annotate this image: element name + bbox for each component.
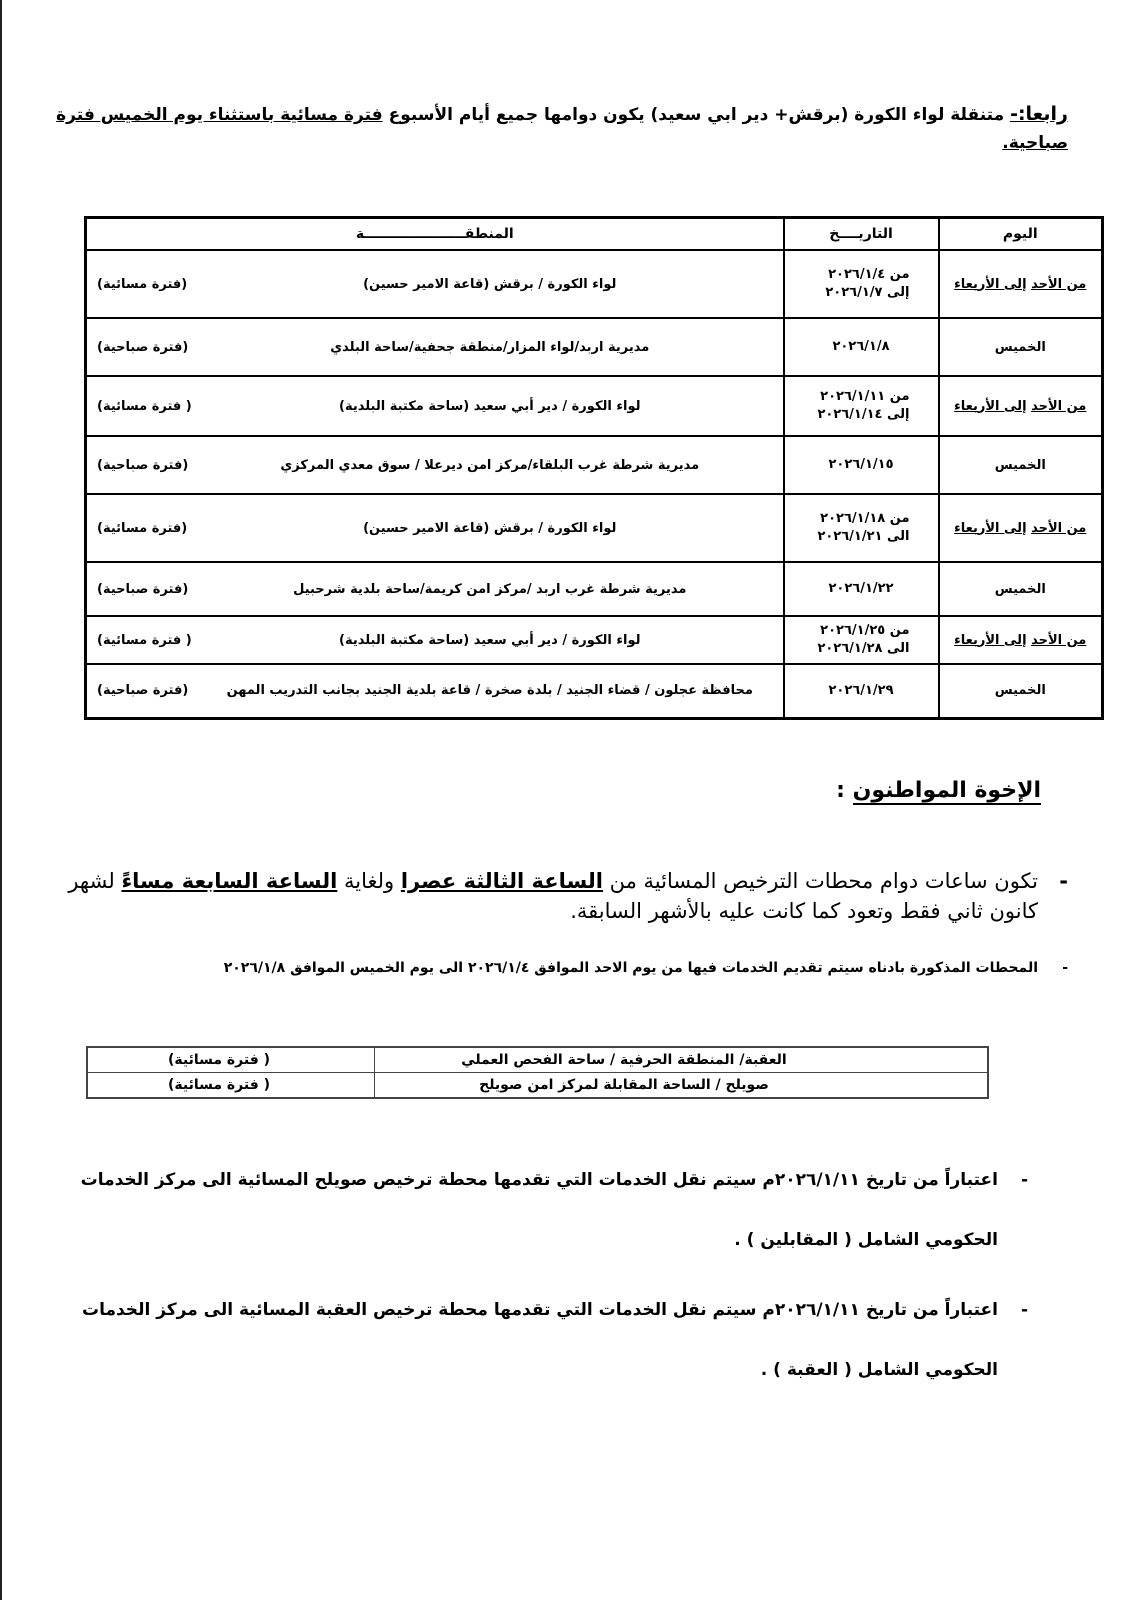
bullet-dash: - xyxy=(1059,869,1068,893)
day-from: من الأحد xyxy=(1031,520,1087,536)
paragraph-stations-period xyxy=(58,960,1068,976)
table-row xyxy=(86,436,1103,494)
period-label: ( فترة مسائية) xyxy=(97,632,192,648)
area-cell xyxy=(86,494,784,562)
section-text: متنقلة لواء الكورة (برقش+ دير ابي سعيد) يكون دوامها جميع أيام الأسبوع xyxy=(388,105,1005,125)
paragraph-aqaba-transfer xyxy=(38,1280,1028,1400)
p1-text-e: لشهر كانون ثاني فقط وتعود كما كانت عليه بالأشهر السابقة. xyxy=(68,869,1038,923)
day-cell xyxy=(939,616,1103,664)
date-cell: ٢٠٢٦/١/٢٩ xyxy=(784,664,939,718)
date-cell: ٢٠٢٦/١/١٥ xyxy=(784,436,939,494)
table-row xyxy=(86,250,1103,318)
period-label: (فترة صباحية) xyxy=(97,581,189,597)
citizens-colon: : xyxy=(836,778,845,803)
stations-table xyxy=(86,1046,989,1099)
area-cell xyxy=(86,562,784,616)
period-label: (فترة مسائية) xyxy=(97,520,188,536)
area-name: لواء الكورة / دير أبي سعيد (ساحة مكتبة البلدية) xyxy=(339,398,641,414)
table-row xyxy=(86,664,1103,718)
area-cell xyxy=(86,250,784,318)
day-to: إلى الأربعاء xyxy=(954,398,1027,414)
station-period: ( فترة مسائية) xyxy=(87,1047,375,1073)
date-from: من ٢٠٢٦/١/٤ xyxy=(828,267,910,282)
date-to: إلى ٢٠٢٦/١/١٤ xyxy=(817,407,910,422)
schedule-table xyxy=(84,216,1104,720)
date-cell xyxy=(784,250,939,318)
day-from: من الأحد xyxy=(1031,398,1087,414)
p3-text: اعتباراً من تاريخ ٢٠٢٦/١/١١م سيتم نقل الخدمات التي تقدمها محطة ترخيص صويلح المسائية الى مركز الخدمات الحكومي الشامل ( المقابلين ) . xyxy=(80,1170,998,1250)
section-text-underlined: فترة مسائية باستثناء يوم الخميس فترة صباحية. xyxy=(56,105,1068,153)
date-cell xyxy=(784,376,939,436)
date-cell: ٢٠٢٦/١/٢٢ xyxy=(784,562,939,616)
section-label: رابعا:- xyxy=(1010,103,1068,125)
header-date: التاريــــخ xyxy=(784,218,939,251)
day-from: من الأحد xyxy=(1031,632,1087,648)
p1-text-a: تكون ساعات دوام محطات الترخيص المسائية من xyxy=(609,869,1038,893)
period-label: (فترة مسائية) xyxy=(97,276,188,292)
day-from: من الأحد xyxy=(1031,276,1087,292)
area-name: لواء الكورة / دير أبي سعيد (ساحة مكتبة البلدية) xyxy=(339,632,641,648)
area-cell xyxy=(86,376,784,436)
date-from: من ٢٠٢٦/١/١٨ xyxy=(820,511,910,526)
area-cell xyxy=(86,318,784,376)
station-location: صويلح / الساحة المقابلة لمركز امن صويلح xyxy=(375,1073,989,1099)
table-row xyxy=(87,1047,988,1073)
date-to: الى ٢٠٢٦/١/٢١ xyxy=(817,529,910,544)
table-row xyxy=(86,318,1103,376)
day-cell: الخميس xyxy=(939,436,1103,494)
area-cell xyxy=(86,664,784,718)
area-name: مديرية شرطة غرب اربد /مركز امن كريمة/ساحة بلدية شرحبيل xyxy=(293,581,687,597)
day-cell: الخميس xyxy=(939,664,1103,718)
station-period: ( فترة مسائية) xyxy=(87,1073,375,1099)
date-from: من ٢٠٢٦/١/١١ xyxy=(820,389,910,404)
paragraph-sweileh-transfer xyxy=(38,1150,1028,1270)
day-cell xyxy=(939,494,1103,562)
header-area: المنطقـــــــــــــــــــــة xyxy=(86,218,784,251)
section-heading xyxy=(18,100,1068,157)
date-to: إلى ٢٠٢٦/١/٧ xyxy=(825,285,910,300)
area-name: مديرية اربد/لواء المزار/منطقة جحفية/ساحة البلدي xyxy=(330,339,650,355)
citizens-title: الإخوة المواطنون xyxy=(852,778,1041,803)
period-label: ( فترة مسائية) xyxy=(97,398,192,414)
citizens-heading xyxy=(836,778,1041,803)
day-cell xyxy=(939,376,1103,436)
period-label: (فترة صباحية) xyxy=(97,683,189,699)
day-to: إلى الأربعاء xyxy=(954,276,1027,292)
day-cell: الخميس xyxy=(939,318,1103,376)
p1-text-c: ولغاية xyxy=(343,869,395,893)
p1-time-start: الساعة الثالثة عصرا xyxy=(400,869,603,893)
area-cell xyxy=(86,616,784,664)
period-label: (فترة صباحية) xyxy=(97,339,189,355)
bullet-dash: - xyxy=(1020,1300,1028,1320)
date-cell: ٢٠٢٦/١/٨ xyxy=(784,318,939,376)
table-row xyxy=(86,562,1103,616)
period-label: (فترة صباحية) xyxy=(97,457,189,473)
table-header-row xyxy=(86,218,1103,251)
date-from: من ٢٠٢٦/١/٢٥ xyxy=(820,623,910,638)
station-location: العقبة/ المنطقة الحرفية / ساحة الفحص العملي xyxy=(375,1047,989,1073)
area-name: لواء الكورة / برقش (قاعة الامير حسين) xyxy=(363,276,617,292)
day-to: إلى الأربعاء xyxy=(954,632,1027,648)
table-row xyxy=(87,1073,988,1099)
table-row xyxy=(86,616,1103,664)
date-to: الى ٢٠٢٦/١/٢٨ xyxy=(817,641,910,656)
area-name: محافظة عجلون / قضاء الجنيد / بلدة صخرة / قاعة بلدية الجنيد بجانب التدريب المهن xyxy=(226,683,753,699)
date-cell xyxy=(784,494,939,562)
p2-text: المحطات المذكورة بادناه سيتم تقديم الخدمات فيها من يوم الاحد الموافق ٢٠٢٦/١/٤ الى يوم الخميس الموافق ٢٠٢٦/١/٨ xyxy=(223,960,1038,976)
table-row xyxy=(86,494,1103,562)
day-to: إلى الأربعاء xyxy=(954,520,1027,536)
date-cell xyxy=(784,616,939,664)
table-row xyxy=(86,376,1103,436)
bullet-dash: - xyxy=(1062,960,1068,976)
header-day: اليوم xyxy=(939,218,1103,251)
area-name: مديرية شرطة غرب البلقاء/مركز امن ديرعلا / سوق معدي المركزي xyxy=(280,457,700,473)
day-cell xyxy=(939,250,1103,318)
page-border xyxy=(0,0,2,1600)
p4-text: اعتباراً من تاريخ ٢٠٢٦/١/١١م سيتم نقل الخدمات التي تقدمها محطة ترخيص العقبة المسائية الى مركز الخدمات الحكومي الشامل ( العقبة ) . xyxy=(82,1300,998,1380)
paragraph-working-hours xyxy=(58,866,1068,926)
area-cell xyxy=(86,436,784,494)
area-name: لواء الكورة / برقش (قاعة الامير حسين) xyxy=(363,520,617,536)
p1-time-end: الساعة السابعة مساءً xyxy=(121,869,338,893)
bullet-dash: - xyxy=(1020,1170,1028,1190)
day-cell: الخميس xyxy=(939,562,1103,616)
